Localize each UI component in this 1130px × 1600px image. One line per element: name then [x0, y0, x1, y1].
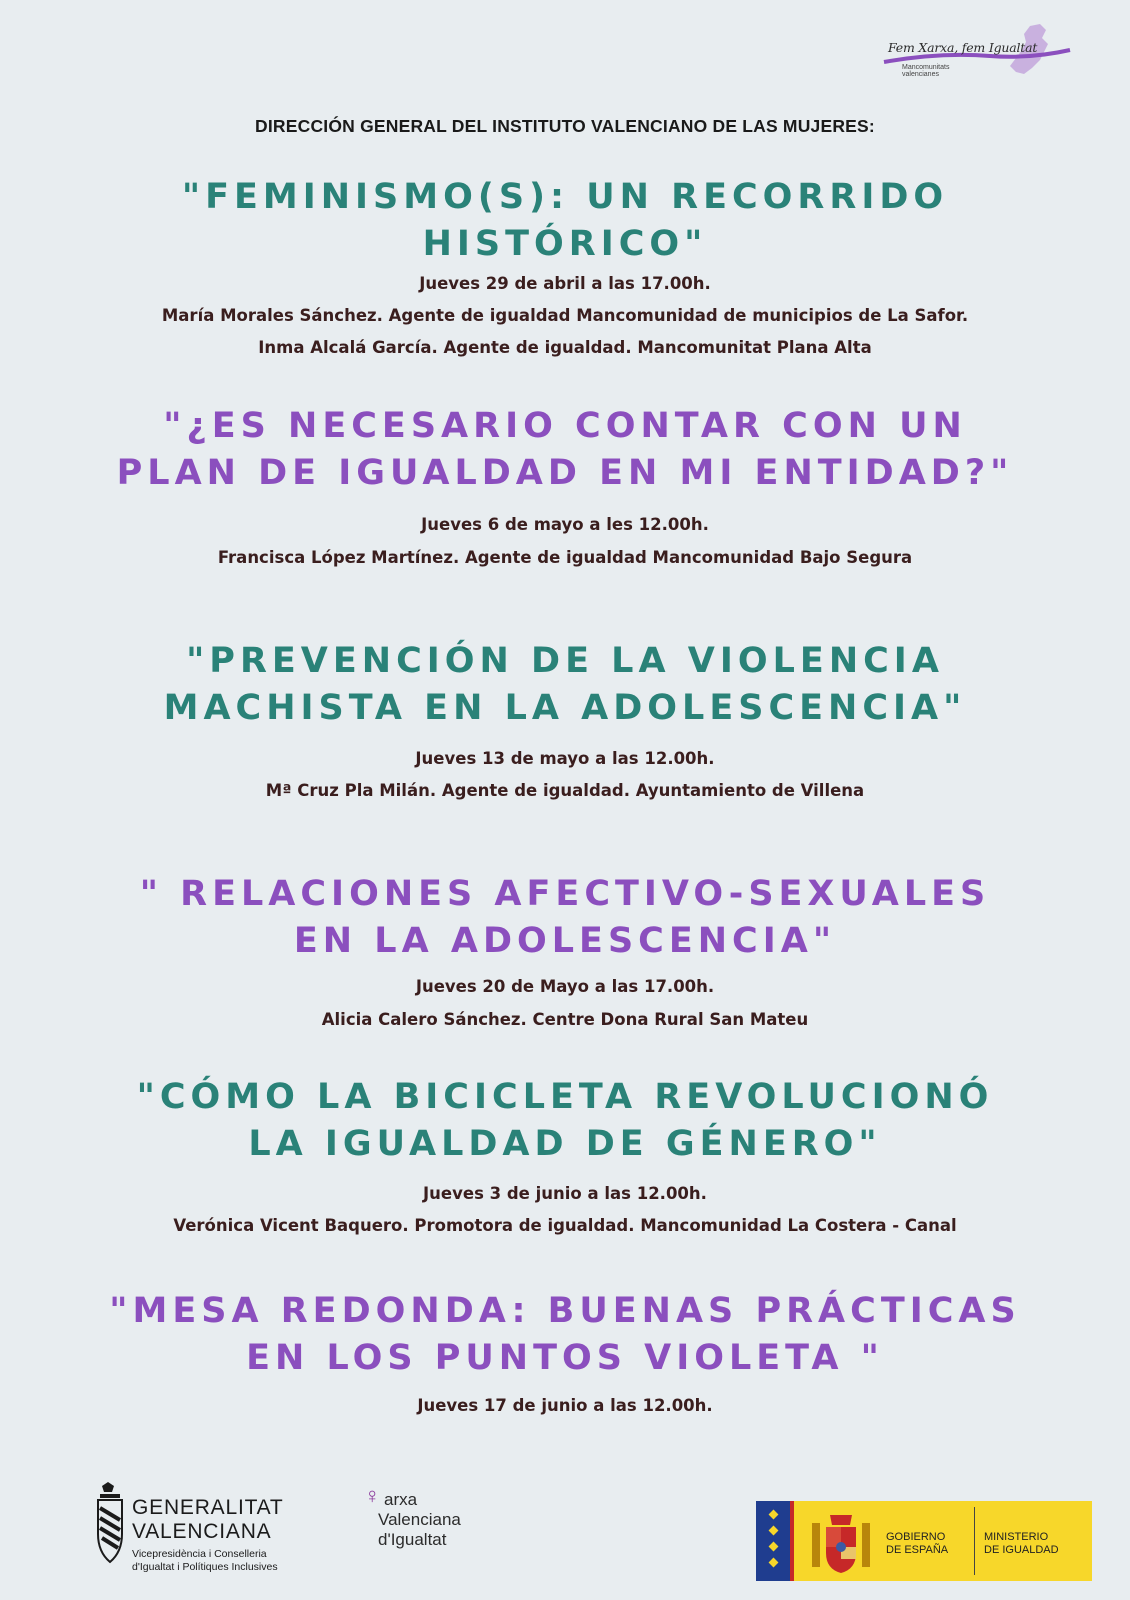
gobierno-espana-logo: [756, 1501, 1092, 1581]
gva-name-1: GENERALITAT: [132, 1496, 284, 1519]
gva-name-2: VALENCIANA: [132, 1520, 272, 1543]
gobierno-label: GOBIERNO DE ESPAÑA: [886, 1531, 949, 1556]
event-date-4: Jueves 20 de Mayo a las 17.00h.: [415, 977, 715, 996]
gva-subtitle-1: Vicepresidència i Conselleria: [132, 1548, 267, 1560]
xarxa-valenciana-logo: [364, 1484, 494, 1564]
ministerio-label: MINISTERIO DE IGUALDAD: [984, 1531, 1059, 1556]
event-speaker-5: Verónica Vicent Baquero. Promotora de igualdad. Mancomunidad La Costera - Canal: [173, 1216, 957, 1235]
event-title-2: "¿ES NECESARIO CONTAR CON UN PLAN DE IGUALDAD EN MI ENTIDAD?": [116, 406, 1014, 493]
xarxa-line-2: Valenciana: [378, 1510, 461, 1529]
xarxa-line-3: d'Igualtat: [378, 1530, 447, 1549]
event-date-3: Jueves 13 de mayo a las 12.00h.: [415, 749, 715, 768]
event-date-6: Jueves 17 de junio a las 12.00h.: [417, 1396, 713, 1415]
event-speaker-4: Alicia Calero Sánchez. Centre Dona Rural San Mateu: [321, 1010, 809, 1029]
fem-xarxa-slogan: Fem Xarxa, fem Igualtat: [888, 40, 1038, 55]
xarxa-line-1: arxa: [384, 1490, 418, 1509]
female-symbol-icon: ♀: [364, 1483, 381, 1508]
spain-coat-of-arms-icon: [808, 1509, 874, 1575]
eu-flag-icon: [756, 1501, 790, 1581]
fem-xarxa-logo: [880, 22, 1090, 82]
event-date-5: Jueves 3 de junio a las 12.00h.: [423, 1184, 707, 1203]
mancomunitats-label: Mancomunitats valencianes: [902, 64, 950, 78]
event-date-2: Jueves 6 de mayo a les 12.00h.: [421, 515, 709, 534]
event-title-1: "FEMINISMO(S): UN RECORRIDO HISTÓRICO": [181, 177, 949, 264]
event-speaker-1a: María Morales Sánchez. Agente de igualdad Mancomunidad de municipios de La Safor.: [161, 306, 969, 325]
event-speaker-2: Francisca López Martínez. Agente de igualdad Mancomunidad Bajo Segura: [217, 548, 913, 567]
event-date-1: Jueves 29 de abril a las 17.00h.: [419, 274, 711, 293]
event-speaker-3: Mª Cruz Pla Milán. Agente de igualdad. Ayuntamiento de Villena: [265, 781, 865, 800]
event-title-4: " RELACIONES AFECTIVO-SEXUALES EN LA ADOLESCENCIA": [139, 874, 991, 961]
generalitat-shield-icon: [94, 1482, 126, 1564]
event-title-5: "CÓMO LA BICICLETA REVOLUCIONÓ LA IGUALDAD DE GÉNERO": [136, 1077, 994, 1164]
generalitat-valenciana-logo: [94, 1478, 324, 1573]
page-header: DIRECCIÓN GENERAL DEL INSTITUTO VALENCIANO DE LAS MUJERES:: [255, 116, 875, 136]
gva-subtitle-2: d'Igualtat i Polítiques Inclusives: [132, 1561, 278, 1573]
event-speaker-1b: Inma Alcalá García. Agente de igualdad. Mancomunitat Plana Alta: [258, 338, 872, 357]
event-title-6: "MESA REDONDA: BUENAS PRÁCTICAS EN LOS PUNTOS VIOLETA ": [109, 1291, 1021, 1378]
event-title-3: "PREVENCIÓN DE LA VIOLENCIA MACHISTA EN LA ADOLESCENCIA": [163, 641, 967, 728]
